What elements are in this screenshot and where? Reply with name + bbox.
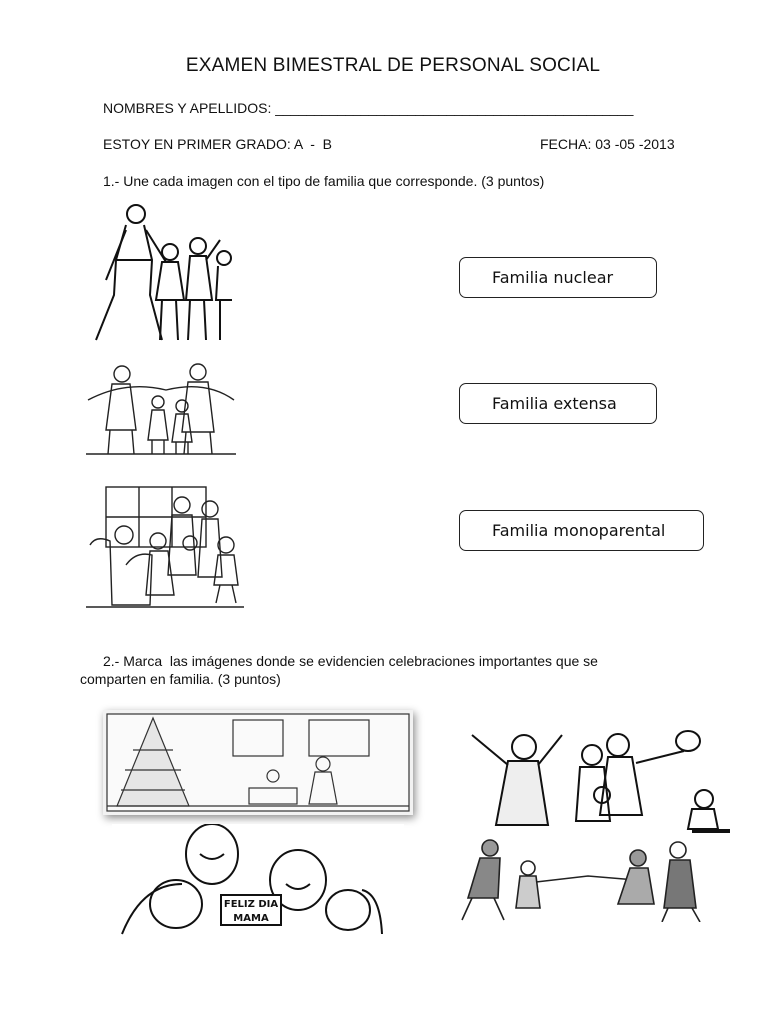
extended-family-illustration[interactable]: [86, 360, 236, 458]
names-field[interactable]: NOMBRES Y APELLIDOS: ______________________________________________: [103, 100, 634, 116]
grade-line: ESTOY EN PRIMER GRADO: A - B: [103, 136, 332, 152]
extended-family-box[interactable]: Familia extensa: [459, 383, 657, 424]
date-line: FECHA: 03 -05 -2013: [540, 136, 675, 152]
question-2-line-2: comparten en familia. (3 puntos): [80, 671, 281, 687]
party-celebration-image[interactable]: [452, 715, 732, 835]
exam-title: EXAMEN BIMESTRAL DE PERSONAL SOCIAL: [185, 55, 601, 76]
nuclear-family-box[interactable]: Familia nuclear: [459, 257, 657, 298]
single-parent-family-illustration[interactable]: [86, 485, 244, 610]
christmas-celebration-image[interactable]: [103, 710, 413, 815]
mothers-day-image[interactable]: [112, 824, 404, 936]
question-2-line-1: 2.- Marca las imágenes donde se evidencien celebraciones importantes que se: [103, 653, 598, 669]
mothers-day-sign: FELIZ DIA MAMA: [220, 894, 282, 926]
nuclear-family-illustration[interactable]: [86, 200, 234, 345]
question-1: 1.- Une cada imagen con el tipo de familia que corresponde. (3 puntos): [103, 173, 545, 189]
single-parent-family-box[interactable]: Familia monoparental: [459, 510, 704, 551]
family-play-image[interactable]: [458, 838, 714, 922]
